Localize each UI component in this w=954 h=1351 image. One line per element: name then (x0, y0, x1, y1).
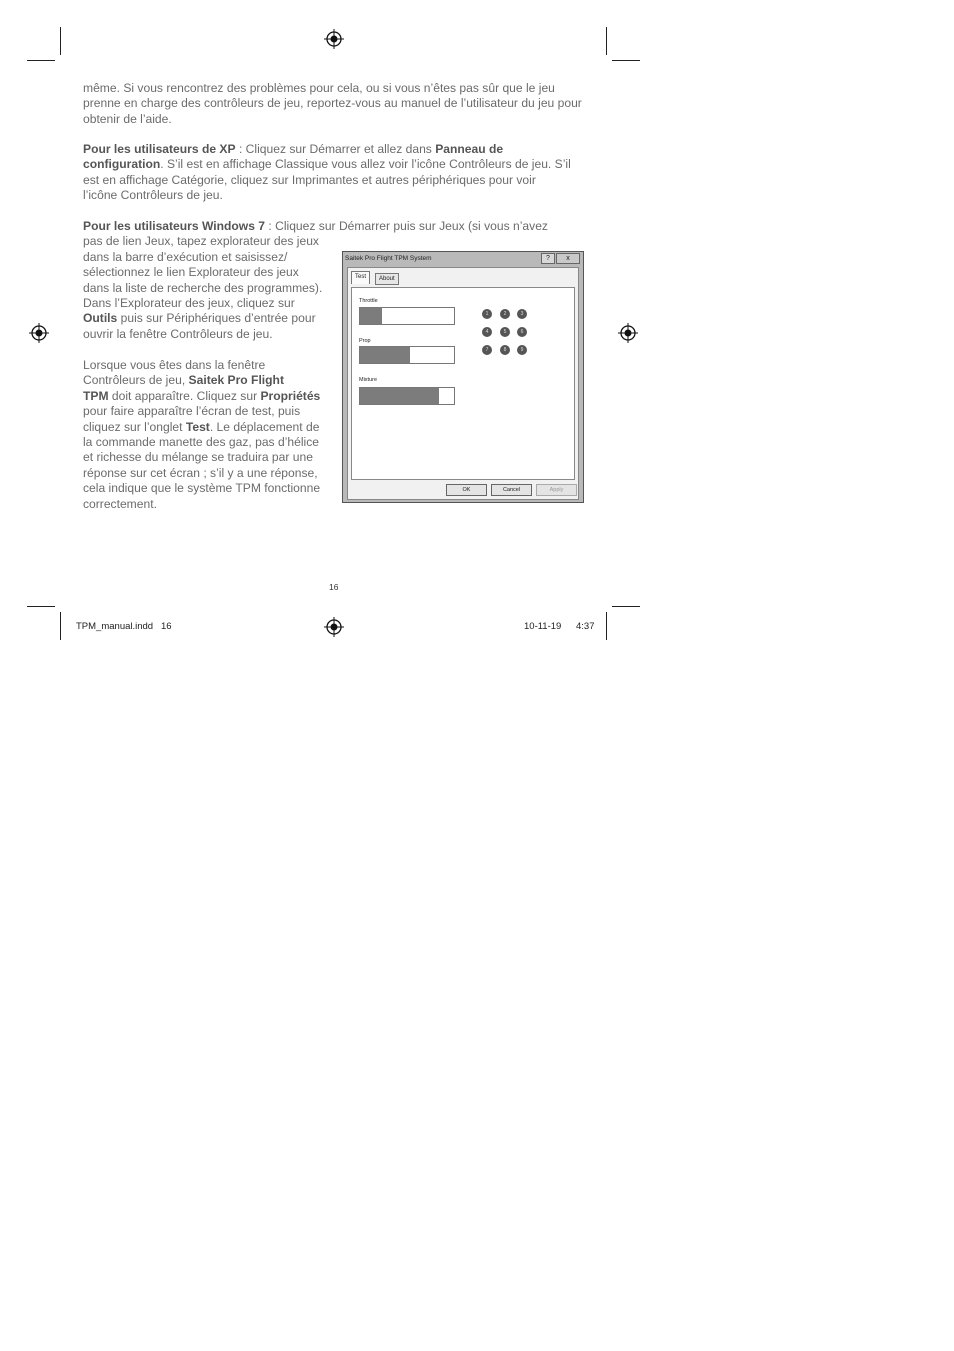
registration-mark-icon (29, 323, 49, 343)
crop-mark (606, 612, 607, 640)
registration-mark-icon (324, 617, 344, 637)
registration-mark-icon (324, 29, 344, 49)
crop-mark (60, 27, 61, 55)
test-line (83, 389, 343, 404)
page-number: 16 (329, 582, 339, 592)
button-indicator-9: 9 (517, 345, 527, 355)
test-panel (351, 287, 575, 480)
tpm-test-dialog (342, 251, 584, 503)
test-line: correctement. (83, 496, 157, 511)
button-indicator-3: 3 (517, 309, 527, 319)
crop-mark (60, 612, 61, 640)
test-line: pour faire apparaître l’écran de test, puis (83, 404, 301, 419)
apply-button[interactable]: Apply (536, 484, 577, 496)
cancel-button[interactable]: Cancel (491, 484, 532, 496)
intro-paragraph: même. Si vous rencontrez des problèmes pour cela, ou si vous n’êtes pas sûr que le jeu prenne en charge des contrôleurs de jeu, reportez-vous au manuel de l’utilisateur du jeu pour obtenir de l’aide. (83, 81, 582, 126)
help-button[interactable]: ? (541, 253, 555, 264)
button-indicator-1: 1 (482, 309, 492, 319)
test-line (83, 420, 343, 435)
slug-date: 10-11-19 (524, 621, 562, 632)
test-line: et richesse du mélange se traduira par une (83, 450, 313, 465)
win7-line: sélectionnez le lien Explorateur des jeux (83, 265, 299, 280)
throttle-label: Throttle (359, 298, 378, 304)
win7-lead: Pour les utilisateurs Windows 7 (83, 219, 266, 233)
test-text: Contrôleurs de jeu, (83, 373, 189, 388)
crop-mark (27, 606, 55, 607)
mixture-bar-fill (360, 388, 439, 404)
test-text: doit apparaître. Cliquez sur (108, 388, 261, 403)
win7-line: dans la liste de recherche des programmes). (83, 280, 323, 295)
test-line: Lorsque vous êtes dans la fenêtre (83, 358, 266, 372)
throttle-bar (359, 307, 455, 325)
win7-text: : Cliquez sur Démarrer puis sur Jeux (si vous n’avez (265, 219, 548, 233)
button-indicator-8: 8 (500, 345, 510, 355)
button-indicator-7: 7 (482, 345, 492, 355)
tab-about[interactable]: About (375, 273, 399, 285)
win7-line (83, 219, 593, 234)
button-indicator-6: 6 (517, 327, 527, 337)
test-paragraph (83, 358, 343, 512)
test-line: réponse sur cet écran ; s’il y a une réponse, (83, 465, 318, 480)
test-line: la commande manette des gaz, pas d’hélice (83, 435, 319, 450)
throttle-bar-fill (360, 308, 382, 324)
test-text: cliquez sur l’onglet (83, 419, 186, 434)
test-bold: TPM (83, 388, 109, 403)
win7-line: Dans l’Explorateur des jeux, cliquez sur (83, 296, 295, 311)
ok-button[interactable]: OK (446, 484, 487, 496)
tab-test[interactable]: Test (351, 271, 370, 284)
test-line (83, 373, 343, 388)
slug-time: 4:37 (576, 621, 595, 632)
test-bold: Propriétés (260, 388, 321, 403)
mixture-label: Mixture (359, 377, 378, 383)
mixture-bar (359, 387, 455, 405)
button-indicator-4: 4 (482, 327, 492, 337)
test-text: . Le déplacement de (209, 419, 320, 434)
crop-mark (612, 606, 640, 607)
dialog-title: Saitek Pro Flight TPM System (345, 255, 432, 262)
xp-text: . S’il est en affichage Classique vous allez voir l’icône Contrôleurs de jeu. S’il est en affichage Catégorie, cliquez sur Imprimantes et autres périphériques pour voir l’icône Contrôleurs de jeu. (83, 157, 571, 203)
crop-mark (27, 60, 55, 61)
slug-file: TPM_manual.indd 16 (76, 621, 172, 632)
xp-lead: Pour les utilisateurs de XP (83, 142, 236, 156)
registration-mark-icon (618, 323, 638, 343)
win7-line: ouvrir la fenêtre Contrôleurs de jeu. (83, 326, 273, 341)
win7-line: dans la barre d’exécution et saisissez/ (83, 249, 288, 264)
xp-text: : Cliquez sur Démarrer et allez dans (235, 142, 436, 156)
dialog-body (347, 267, 579, 500)
xp-paragraph (83, 142, 573, 204)
xp-bold: Panneau de configuration (83, 142, 504, 172)
prop-bar (359, 346, 455, 364)
test-bold: Saitek Pro Flight (188, 373, 284, 388)
win7-bold: Outils (83, 311, 118, 326)
crop-mark (606, 27, 607, 55)
win7-text: puis sur Périphériques d’entrée pour (117, 311, 316, 326)
test-bold: Test (185, 419, 210, 434)
close-button[interactable]: x (556, 253, 580, 264)
button-indicator-2: 2 (500, 309, 510, 319)
test-line: cela indique que le système TPM fonctionne (83, 481, 321, 496)
button-indicator-5: 5 (500, 327, 510, 337)
prop-label: Prop (359, 338, 371, 344)
prop-bar-fill (360, 347, 410, 363)
crop-mark (612, 60, 640, 61)
win7-line: pas de lien Jeux, tapez explorateur des jeux (83, 234, 319, 249)
